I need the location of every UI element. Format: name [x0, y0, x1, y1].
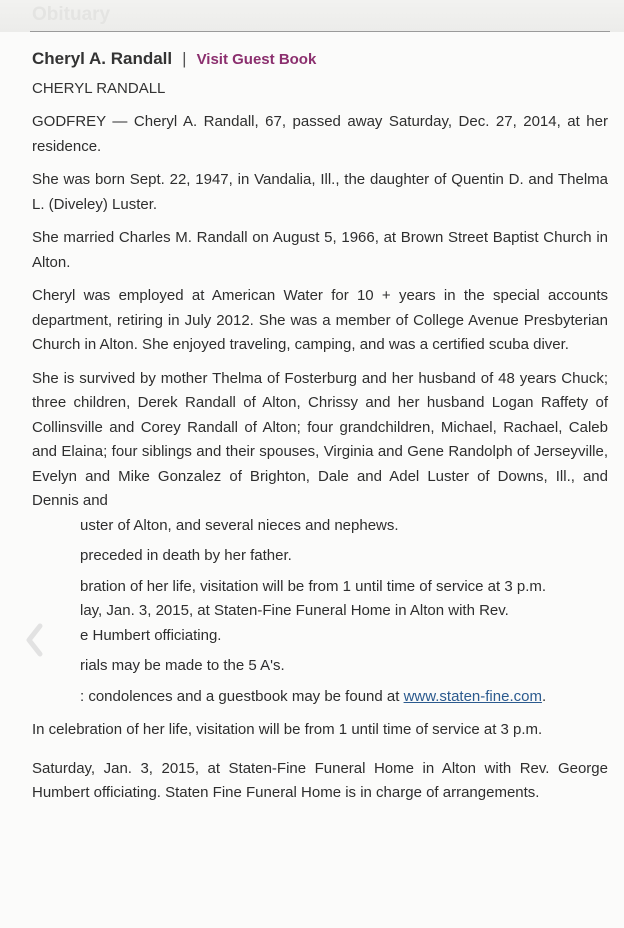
paragraph-death-notice: GODFREY — Cheryl A. Randall, 67, passed away Saturday, Dec. 27, 2014, at her residence.	[32, 113, 608, 155]
condolences-text: : condolences and a guestbook may be found at	[80, 687, 404, 705]
paragraph-survivors: She is survived by mother Thelma of Fosterburg and her husband of 48 years Chuck; three children, Derek Randall of Alton, Chrissy and her husband Logan Raffety of Collinsville and Corey Randall of Alton; four grandchildren, Michael, Rachael, Caleb and Elaina; four siblings and their spouses, Virginia and Gene Randolph of Jerseyville, Evelyn and Mike Gonzalez of Brighton, Dale and Adel Luster of Downs, Ill., and Dennis and	[32, 369, 608, 509]
paragraph-employment: Cheryl was employed at American Water for 10 + years in the special accounts department, retiring in July 2012. She was a member of College Avenue Presbyterian Church in Alton. She enjoyed traveling, camping, and was a certified scuba diver.	[32, 287, 608, 353]
partial-line-service: lay, Jan. 3, 2015, at Staten-Fine Funeral Home in Alton with Rev.	[80, 602, 509, 619]
partial-line-preceded: preceded in death by her father.	[80, 547, 292, 564]
paragraph-celebration: In celebration of her life, visitation will be from 1 until time of service at 3 p.m.	[32, 721, 543, 738]
paragraph-marriage: She married Charles M. Randall on August 5, 1966, at Brown Street Baptist Church in Alton.	[32, 229, 608, 271]
paragraph-arrangements: Saturday, Jan. 3, 2015, at Staten-Fine Funeral Home in Alton with Rev. George Humbert officiating. Staten Fine Funeral Home is in charge of arrangements.	[32, 759, 608, 801]
header-divider	[30, 31, 610, 32]
paragraph-condolences	[32, 685, 608, 710]
funeral-home-website-link[interactable]: www.staten-fine.com	[403, 687, 542, 705]
obituary-headline	[32, 48, 608, 71]
partial-line-visitation: bration of her life, visitation will be from 1 until time of service at 3 p.m.	[80, 577, 547, 595]
partial-line-memorials: rials may be made to the 5 A's.	[80, 657, 285, 674]
partial-line-officiating: e Humbert officiating.	[80, 626, 222, 644]
name-caps: CHERYL RANDALL	[32, 80, 166, 97]
paragraph-birth: She was born Sept. 22, 1947, in Vandalia, Ill., the daughter of Quentin D. and Thelma L. (Diveley) Luster.	[32, 171, 608, 213]
section-title: Obituary	[32, 4, 111, 25]
partial-line-survivors-end: uster of Alton, and several nieces and nephews.	[80, 516, 399, 534]
deceased-name: Cheryl A. Randall	[32, 49, 173, 68]
condolences-suffix: .	[541, 687, 547, 705]
obituary-article	[32, 48, 608, 815]
headline-separator: |	[182, 49, 187, 68]
visit-guest-book-link[interactable]: Visit Guest Book	[196, 51, 317, 68]
header-strip	[0, 0, 624, 32]
chevron-left-icon[interactable]	[24, 622, 46, 658]
